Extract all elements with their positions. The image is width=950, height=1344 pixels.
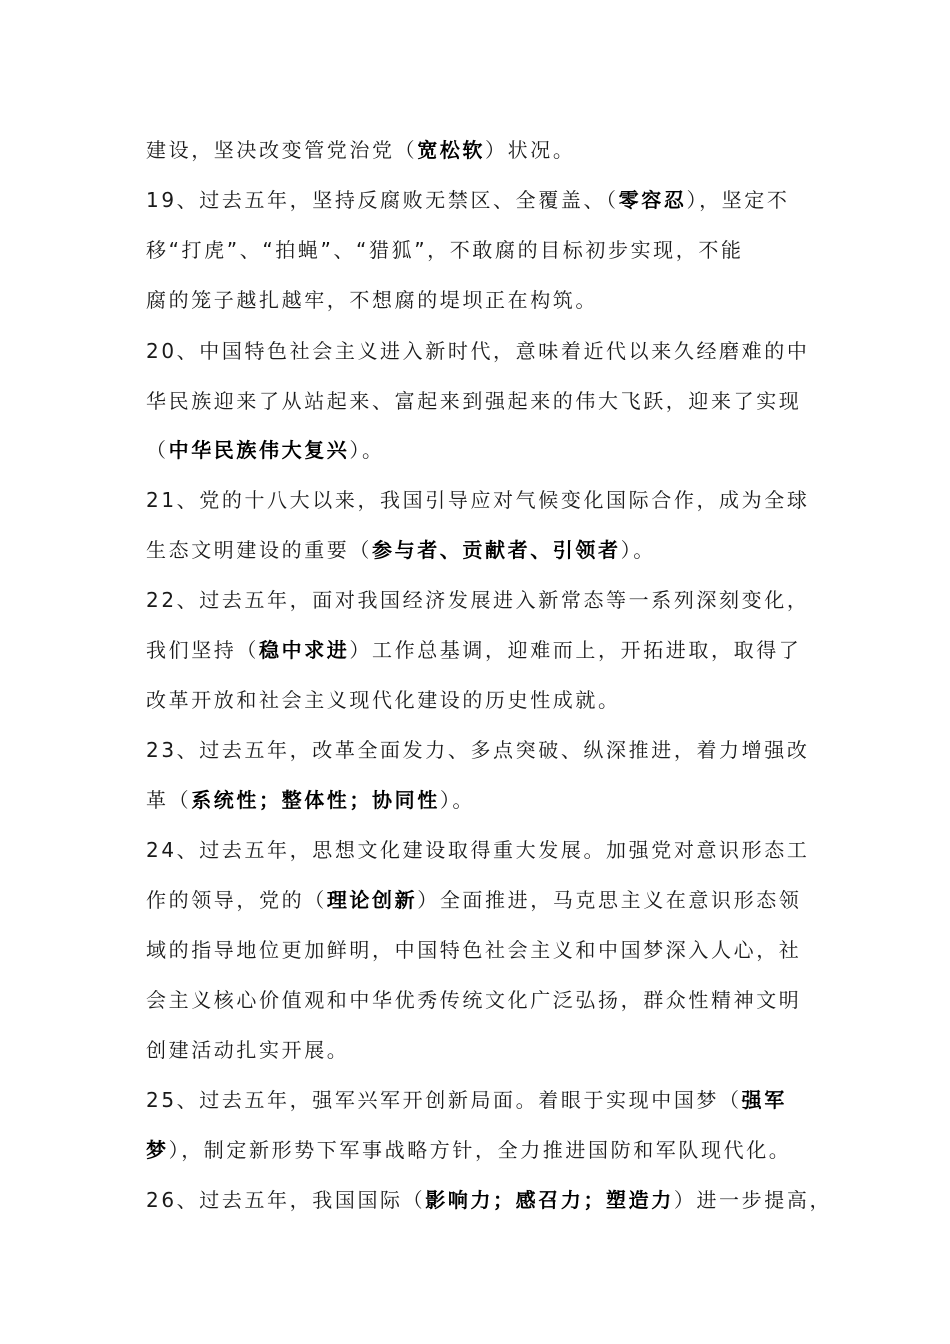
text-segment: ）。: [439, 788, 476, 812]
text-segment: 改革开放和社会主义现代化建设的历史性成就。: [146, 688, 621, 712]
text-segment: 革（: [146, 788, 192, 812]
text-line: [146, 583, 826, 617]
text-line: [146, 233, 826, 267]
answer-text: 中华民族伟大复兴: [168, 438, 350, 462]
text-segment: 作的领导，党的（: [146, 888, 327, 912]
text-line: [146, 483, 826, 517]
text-segment: 25、过去五年，强军兴军开创新局面。着眼于实现中国梦（: [146, 1088, 742, 1112]
text-segment: 生态文明建设的重要（: [146, 538, 372, 562]
text-segment: 会主义核心价值观和中华优秀传统文化广泛弘扬，群众性精神文明: [146, 988, 802, 1012]
text-segment: 建设，坚决改变管党治党（: [146, 138, 418, 162]
text-segment: 创建活动扎实开展。: [146, 1038, 350, 1062]
text-line: [146, 833, 826, 867]
answer-text: 参与者、贡献者、引领者: [372, 538, 621, 562]
text-line: [146, 433, 826, 467]
text-line: [146, 933, 826, 967]
text-line: [146, 1133, 826, 1167]
text-segment: ）全面推进，马克思主义在意识形态领: [417, 888, 802, 912]
text-segment: ）状况。: [485, 138, 576, 162]
text-line: [146, 183, 826, 217]
text-segment: 我们坚持（: [146, 638, 259, 662]
text-line: [146, 733, 826, 767]
text-segment: 24、过去五年，思想文化建设取得重大发展。加强党对意识形态工: [146, 838, 810, 862]
text-segment: ）。: [349, 438, 385, 462]
text-line: [146, 783, 826, 817]
answer-text: 影响力；感召力；塑造力: [425, 1188, 674, 1212]
text-segment: ）进一步提高，: [673, 1188, 833, 1212]
text-line: [146, 283, 826, 317]
text-segment: 移“打虎”、“拍蝇”、“猎狐”，不敢腐的目标初步实现，不能: [146, 238, 744, 262]
text-segment: （: [146, 438, 169, 462]
answer-text: 系统性；整体性；协同性: [191, 788, 440, 812]
answer-text: 零容忍: [618, 188, 687, 212]
answer-text: 理论创新: [326, 888, 418, 912]
text-segment: 19、过去五年，坚持反腐败无禁区、全覆盖、（: [146, 188, 619, 212]
text-segment: 23、过去五年，改革全面发力、多点突破、纵深推进，着力增强改: [146, 738, 810, 762]
text-line: [146, 1083, 826, 1117]
text-segment: ），坚定不: [686, 188, 790, 212]
text-segment: ），制定新形势下军事战略方针，全力推进国防和军队现代化。: [168, 1138, 792, 1162]
text-line: [146, 334, 826, 368]
text-line: [146, 633, 826, 667]
text-segment: 21、党的十八大以来，我国引导应对气候变化国际合作，成为全球: [146, 488, 810, 512]
text-line: [146, 683, 826, 717]
text-segment: 域的指导地位更加鲜明，中国特色社会主义和中国梦深入人心，社: [146, 938, 802, 962]
text-line: [146, 133, 826, 167]
text-segment: 20、中国特色社会主义进入新时代，意味着近代以来久经磨难的中: [146, 339, 810, 363]
text-line: [146, 1033, 826, 1067]
text-line: [146, 384, 826, 418]
answer-text: 梦: [146, 1138, 169, 1162]
text-segment: ）工作总基调，迎难而上，开拓进取，取得了: [349, 638, 802, 662]
text-line: [146, 883, 826, 917]
answer-text: 强军: [741, 1088, 787, 1112]
answer-text: 稳中求进: [259, 638, 350, 662]
text-segment: 22、过去五年，面对我国经济发展进入新常态等一系列深刻变化，: [146, 588, 810, 612]
text-segment: 腐的笼子越扎越牢，不想腐的堤坝正在构筑。: [146, 288, 598, 312]
text-segment: ）。: [620, 538, 656, 562]
text-line: [146, 1183, 833, 1217]
text-line: [146, 533, 826, 567]
answer-text: 宽松软: [417, 138, 486, 162]
text-line: [146, 983, 826, 1017]
text-segment: 26、过去五年，我国国际（: [146, 1188, 426, 1212]
text-segment: 华民族迎来了从站起来、富起来到强起来的伟大飞跃，迎来了实现: [146, 389, 802, 413]
